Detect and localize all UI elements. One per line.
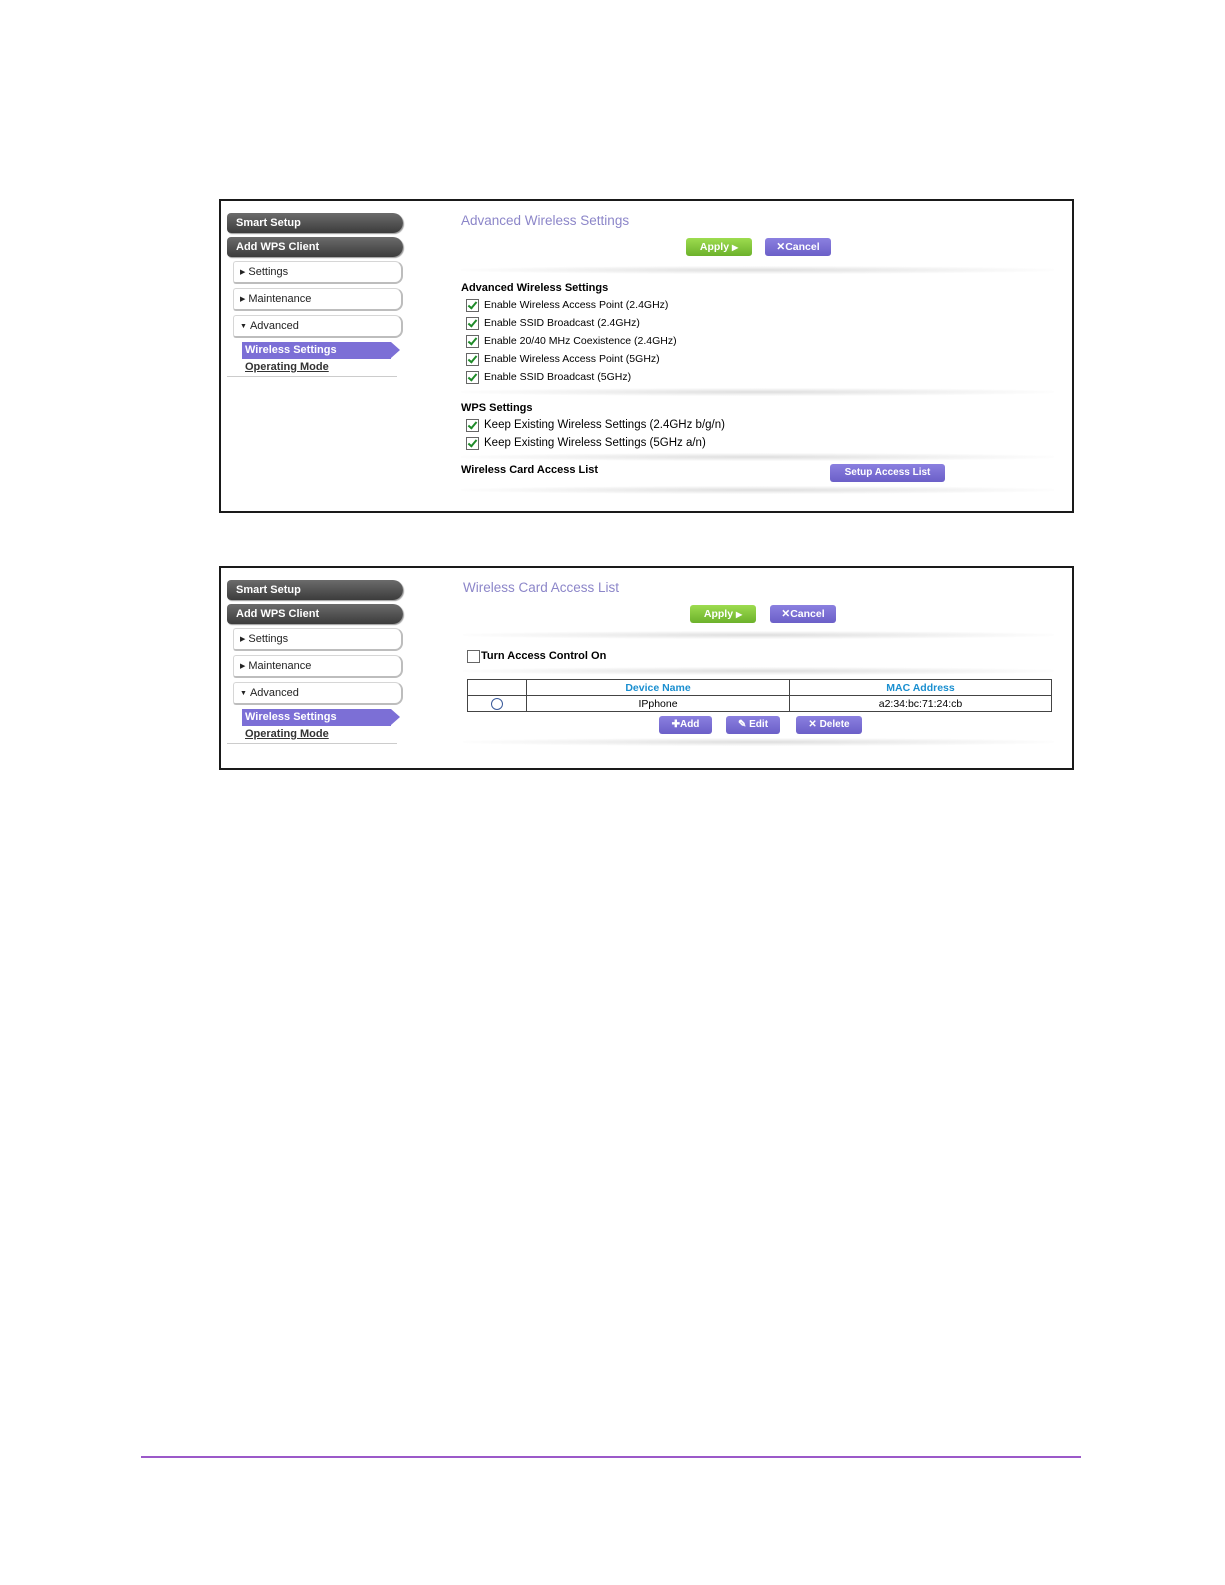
edit-label: Edit [749,719,769,730]
page-title: Advanced Wireless Settings [461,213,630,228]
nav-settings[interactable] [233,628,403,651]
nav-operating-mode[interactable]: Operating Mode [245,728,329,740]
section-divider [461,486,1054,494]
main-content [463,578,1054,746]
option-label: Keep Existing Wireless Settings (2.4GHz b/g/n) [484,419,725,431]
option-row[interactable] [466,296,1054,314]
access-list-row [461,464,1054,486]
sidebar [227,213,403,377]
nav-advanced-label: Advanced [249,320,299,332]
option-row[interactable] [466,314,1054,332]
section-divider [461,388,1054,396]
option-label: Enable SSID Broadcast (5GHz) [484,371,632,383]
caret-down-icon: ▼ [240,323,247,330]
access-list-table [467,679,1052,712]
sidebar-divider [227,743,397,744]
edit-button[interactable] [726,716,780,734]
option-label: Enable 20/40 MHz Coexistence (2.4GHz) [484,335,677,347]
caret-right-icon: ▶ [240,269,246,276]
checkbox[interactable] [466,437,479,450]
delete-button[interactable] [796,716,862,734]
play-icon: ▶ [735,610,743,619]
nav-advanced[interactable] [233,682,403,705]
section-title-advanced: Advanced Wireless Settings [461,282,609,294]
setup-access-list-button[interactable]: Setup Access List [830,464,945,482]
cancel-button[interactable] [770,605,836,623]
nav-settings[interactable] [233,261,403,284]
table-action-buttons [463,716,1054,736]
access-control-checkbox[interactable] [467,650,480,663]
close-icon: ✕ [808,719,817,730]
wireless-card-access-list-screenshot [219,566,1074,770]
checkbox[interactable] [466,371,479,384]
cancel-button[interactable] [765,238,831,256]
plus-icon: ✚ [671,719,680,730]
checkbox[interactable] [466,317,479,330]
cancel-label: Cancel [785,241,820,253]
checkbox[interactable] [466,353,479,366]
apply-label: Apply [699,241,730,253]
nav-maintenance-label: Maintenance [248,660,312,672]
option-label: Enable Wireless Access Point (2.4GHz) [484,299,669,311]
table-header-row [468,680,1052,696]
option-row[interactable] [466,332,1054,350]
section-divider [463,631,1054,639]
page-title: Wireless Card Access List [463,580,620,595]
section-divider [461,453,1054,461]
caret-right-icon: ▶ [240,636,246,643]
table-row[interactable] [468,696,1052,712]
nav-add-wps-client[interactable]: Add WPS Client [227,237,403,257]
checkbox[interactable] [466,419,479,432]
nav-smart-setup[interactable]: Smart Setup [227,213,403,233]
section-divider [463,738,1054,746]
wps-option-row[interactable] [466,434,1054,452]
action-buttons [461,238,1054,260]
nav-maintenance[interactable] [233,655,403,678]
nav-smart-setup[interactable]: Smart Setup [227,580,403,600]
caret-right-icon: ▶ [240,296,246,303]
close-icon: ✕ [776,241,786,253]
row-radio[interactable] [491,698,503,710]
table-cell-device-name: IPphone [527,696,790,712]
add-button[interactable] [659,716,712,734]
apply-button[interactable] [690,605,756,623]
nav-add-wps-client[interactable]: Add WPS Client [227,604,403,624]
nav-wireless-settings[interactable]: Wireless Settings [242,709,391,726]
main-content [461,211,1054,494]
caret-down-icon: ▼ [240,690,247,697]
section-divider [463,667,1054,675]
table-cell-select [468,696,527,712]
table-header-device-name: Device Name [527,680,790,696]
nav-advanced[interactable] [233,315,403,338]
nav-settings-label: Settings [248,633,289,645]
cancel-label: Cancel [790,608,825,620]
caret-right-icon: ▶ [240,663,246,670]
table-header-mac-address: MAC Address [790,680,1052,696]
access-control-toggle-row[interactable] [467,647,1054,665]
play-icon: ▶ [731,243,739,252]
nav-settings-label: Settings [248,266,289,278]
nav-maintenance[interactable] [233,288,403,311]
add-label: Add [679,719,700,730]
checkbox[interactable] [466,299,479,312]
sidebar-divider [227,376,397,377]
table-header-select [468,680,527,696]
nav-wireless-settings[interactable]: Wireless Settings [242,342,391,359]
delete-label: Delete [819,719,850,730]
footer-rule [141,1456,1081,1458]
option-label: Enable Wireless Access Point (5GHz) [484,353,660,365]
nav-maintenance-label: Maintenance [248,293,312,305]
checkbox[interactable] [466,335,479,348]
wps-option-row[interactable] [466,416,1054,434]
action-buttons [463,605,1054,627]
advanced-wireless-settings-screenshot [219,199,1074,513]
apply-button[interactable] [686,238,752,256]
option-row[interactable] [466,350,1054,368]
access-list-label: Wireless Card Access List [461,464,599,476]
nav-operating-mode[interactable]: Operating Mode [245,361,329,373]
sidebar [227,580,403,744]
nav-advanced-label: Advanced [249,687,299,699]
section-divider [461,266,1054,274]
access-control-label: Turn Access Control On [481,650,607,662]
apply-label: Apply [703,608,734,620]
pencil-icon: ✎ [737,719,747,730]
close-icon: ✕ [781,608,791,620]
option-label: Enable SSID Broadcast (2.4GHz) [484,317,640,329]
table-cell-mac-address: a2:34:bc:71:24:cb [790,696,1052,712]
section-title-wps: WPS Settings [461,402,533,414]
option-row[interactable] [466,368,1054,386]
option-label: Keep Existing Wireless Settings (5GHz a/n) [484,437,706,449]
